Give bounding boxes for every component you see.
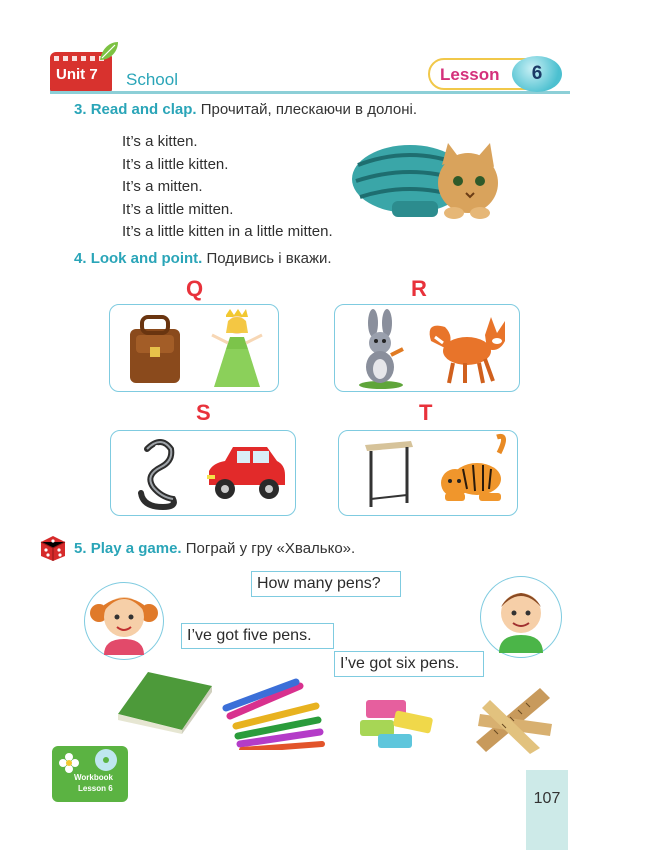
book-image <box>112 664 216 734</box>
unit-label: Unit 7 <box>56 66 98 83</box>
lesson-number: 6 <box>531 63 543 84</box>
speech-bubble-boy: I’ve got six pens. <box>334 651 484 677</box>
exercise-5-heading <box>74 540 355 557</box>
workbook-lesson-label: Lesson 6 <box>78 784 113 793</box>
rhyme-text <box>122 131 333 244</box>
card-t <box>338 430 518 516</box>
boy-image <box>485 581 557 653</box>
pens-image <box>222 676 326 750</box>
girl-avatar <box>84 582 164 660</box>
lesson-number-badge <box>512 56 562 92</box>
fox-image <box>425 311 513 385</box>
erasers-image <box>354 696 444 752</box>
card-r <box>334 304 520 392</box>
lesson-label: Lesson <box>440 65 500 84</box>
exercise-4-number: 4. <box>74 250 87 267</box>
exercise-3-title-ua: Прочитай, плескаючи в долоні. <box>200 101 418 118</box>
exercise-3-heading <box>74 101 417 118</box>
rabbit-image <box>355 309 407 389</box>
exercise-5-title: Play a game. <box>90 540 182 557</box>
cd-icon <box>92 748 120 772</box>
table-image <box>363 437 415 511</box>
rhyme-line: It’s a little kitten in a little mitten. <box>122 223 333 241</box>
exercise-3-title: Read and clap. <box>90 101 197 118</box>
speech-bubble-girl: I’ve got five pens. <box>181 623 334 649</box>
rulers-image <box>470 684 556 754</box>
leaf-icon <box>98 40 120 62</box>
exercise-4-title: Look and point. <box>90 250 203 267</box>
rhyme-line: It’s a little mitten. <box>122 200 234 218</box>
car-image <box>203 443 287 505</box>
workbook-badge <box>52 746 128 802</box>
rhyme-line: It’s a little kitten. <box>122 155 229 173</box>
dice-icon <box>38 534 68 562</box>
speech-bubble-question: How many pens? <box>251 571 401 597</box>
letter-t: T <box>419 400 433 425</box>
bag-image <box>126 313 184 385</box>
exercise-4-heading <box>74 250 332 267</box>
boy-avatar <box>480 576 562 658</box>
exercise-5-title-ua: Пограй у гру «Хвалько». <box>185 540 356 557</box>
flower-icon <box>58 752 80 774</box>
exercise-4-title-ua: Подивись і вкажи. <box>206 250 332 267</box>
card-q <box>109 304 279 392</box>
letter-q: Q <box>186 276 204 301</box>
unit-title: School <box>126 70 178 89</box>
workbook-label: Workbook <box>74 773 113 782</box>
page-number: 107 <box>533 790 561 807</box>
rhyme-line: It’s a mitten. <box>122 178 203 196</box>
card-s <box>110 430 296 516</box>
exercise-3-number: 3. <box>74 101 87 118</box>
letter-r: R <box>411 276 427 301</box>
snake-image <box>133 437 183 511</box>
queen-image <box>210 309 264 389</box>
rhyme-line: It’s a kitten. <box>122 133 198 150</box>
page-number-strip <box>526 770 568 850</box>
letter-s: S <box>196 400 211 425</box>
tiger-image <box>439 433 509 511</box>
girl-image <box>89 587 159 655</box>
header-divider <box>50 91 570 94</box>
kitten-in-mitten-image <box>350 135 506 221</box>
exercise-5-number: 5. <box>74 540 87 557</box>
